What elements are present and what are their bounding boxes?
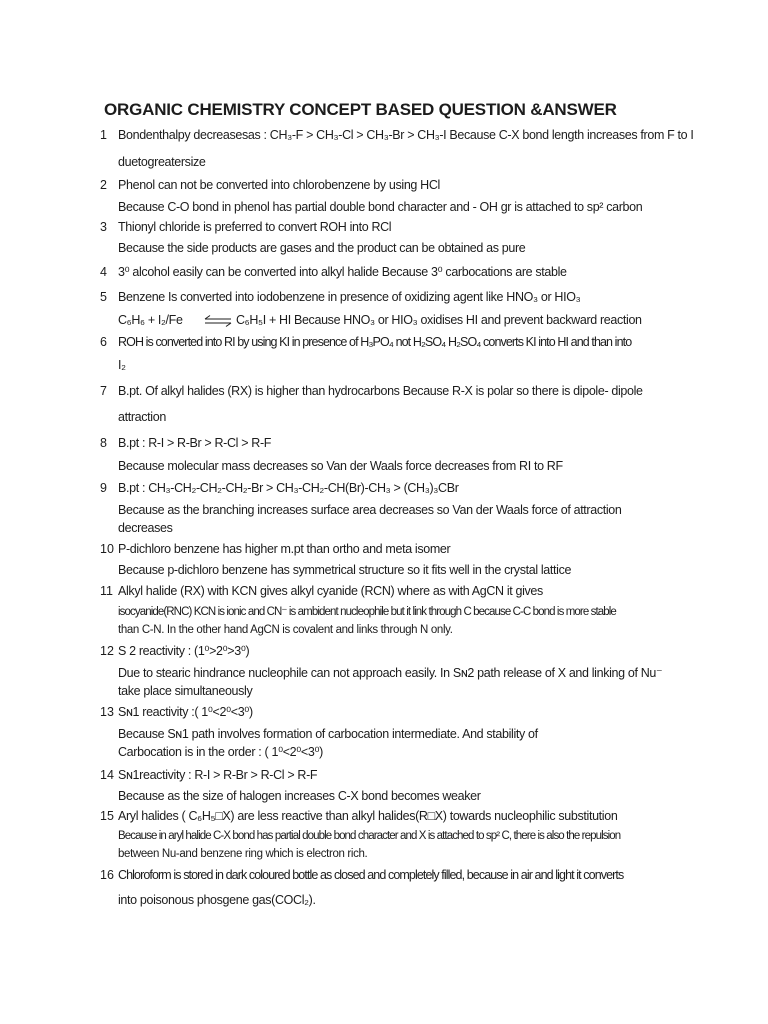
question-line: Aryl halides ( C₆H₅□X) are less reactive than alkyl halides(R□X) towards nucleophilic substitution [118,809,618,823]
item-number: 4 [100,265,107,279]
answer-line: Because as the size of halogen increases C-X bond becomes weaker [118,789,481,803]
question-line: ROH is converted into RI by using KI in presence of H₃PO₄ not H₂SO₄ H₂SO₄ converts KI into HI and than into [118,335,632,349]
item-number: 13 [100,705,114,719]
question-line: B.pt : CH₃-CH₂-CH₂-CH₂-Br > CH₃-CH₂-CH(Br)-CH₃ > (CH₃)₃CBr [118,481,459,495]
question-line: P-dichloro benzene has higher m.pt than ortho and meta isomer [118,542,451,556]
answer-line: decreases [118,521,173,535]
item-number: 3 [100,220,107,234]
answer-line: Because the side products are gases and the product can be obtained as pure [118,241,526,255]
answer-line: Because C-O bond in phenol has partial double bond character and - OH gr is attached to sp² carbon [118,200,643,214]
item-number: 14 [100,768,114,782]
item-number: 8 [100,436,107,450]
item-number: 15 [100,809,114,823]
item-number: 9 [100,481,107,495]
answer-line: isocyanide(RNC) KCN is ionic and CN⁻ is ambident nucleophile but it link through C because C-C bond is more stable [118,606,616,618]
item-number: 5 [100,290,107,304]
question-line: Chloroform is stored in dark coloured bottle as closed and completely filled, because in air and light it converts [118,868,624,882]
answer-line: Because as the branching increases surface area decreases so Van der Waals force of attraction [118,503,622,517]
reaction-products: C₆H₅I + HI Because HNO₃ or HIO₃ oxidises HI and prevent backward reaction [236,313,642,327]
question-line: Phenol can not be converted into chlorobenzene by using HCl [118,178,440,192]
question-line: Sɴ1reactivity : R-I > R-Br > R-Cl > R-F [118,768,318,782]
answer-line: into poisonous phosgene gas(COCl₂). [118,893,316,907]
item-number: 7 [100,384,107,398]
answer-line: duetogreatersize [118,155,206,169]
answer-line: I₂ [118,358,126,372]
question-line: B.pt : R-I > R-Br > R-Cl > R-F [118,436,272,450]
item-number: 2 [100,178,107,192]
answer-line: Because p-dichloro benzene has symmetrical structure so it fits well in the crystal lattice [118,563,572,577]
answer-line: Because in aryl halide C-X bond has partial double bond character and X is attached to sp² C, there is also the repulsion [118,830,621,842]
answer-line: Bondenthalpy decreasesas : CH₃-F > CH₃-Cl > CH₃-Br > CH₃-I Because C-X bond length increases from F to I [118,128,694,142]
equilibrium-arrow-icon [203,315,233,327]
answer-line: attraction [118,410,166,424]
answer-line: take place simultaneously [118,684,253,698]
question-line: Benzene Is converted into iodobenzene in presence of oxidizing agent like HNO₃ or HIO₃ [118,290,581,304]
reaction-reactants: C₆H₆ + I₂/Fe [118,313,183,327]
question-line: Alkyl halide (RX) with KCN gives alkyl cyanide (RCN) where as with AgCN it gives [118,584,543,598]
answer-line: than C-N. In the other hand AgCN is covalent and links through N only. [118,624,453,636]
question-line: Thionyl chloride is preferred to convert ROH into RCl [118,220,392,234]
answer-line: between Nu-and benzene ring which is electron rich. [118,848,368,860]
item-number: 12 [100,644,114,658]
item-number: 1 [100,128,107,142]
question-line: Sɴ1 reactivity :( 1⁰<2⁰<3⁰) [118,705,253,719]
page-title: ORGANIC CHEMISTRY CONCEPT BASED QUESTION &ANSWER [104,100,617,119]
question-line: S 2 reactivity : (1⁰>2⁰>3⁰) [118,644,250,658]
answer-line: Because molecular mass decreases so Van der Waals force decreases from RI to RF [118,459,563,473]
item-number: 6 [100,335,107,349]
question-line: 3⁰ alcohol easily can be converted into alkyl halide Because 3⁰ carbocations are stable [118,265,567,279]
question-line: B.pt. Of alkyl halides (RX) is higher than hydrocarbons Because R-X is polar so there is dipole- dipole [118,384,643,398]
item-number: 16 [100,868,114,882]
answer-line: Due to stearic hindrance nucleophile can not approach easily. In Sɴ2 path release of X and linking of Nu⁻ [118,666,663,680]
item-number: 11 [100,584,113,598]
answer-line: Because Sɴ1 path involves formation of carbocation intermediate. And stability of [118,727,538,741]
answer-line: Carbocation is in the order : ( 1⁰<2⁰<3⁰) [118,745,323,759]
item-number: 10 [100,542,114,556]
